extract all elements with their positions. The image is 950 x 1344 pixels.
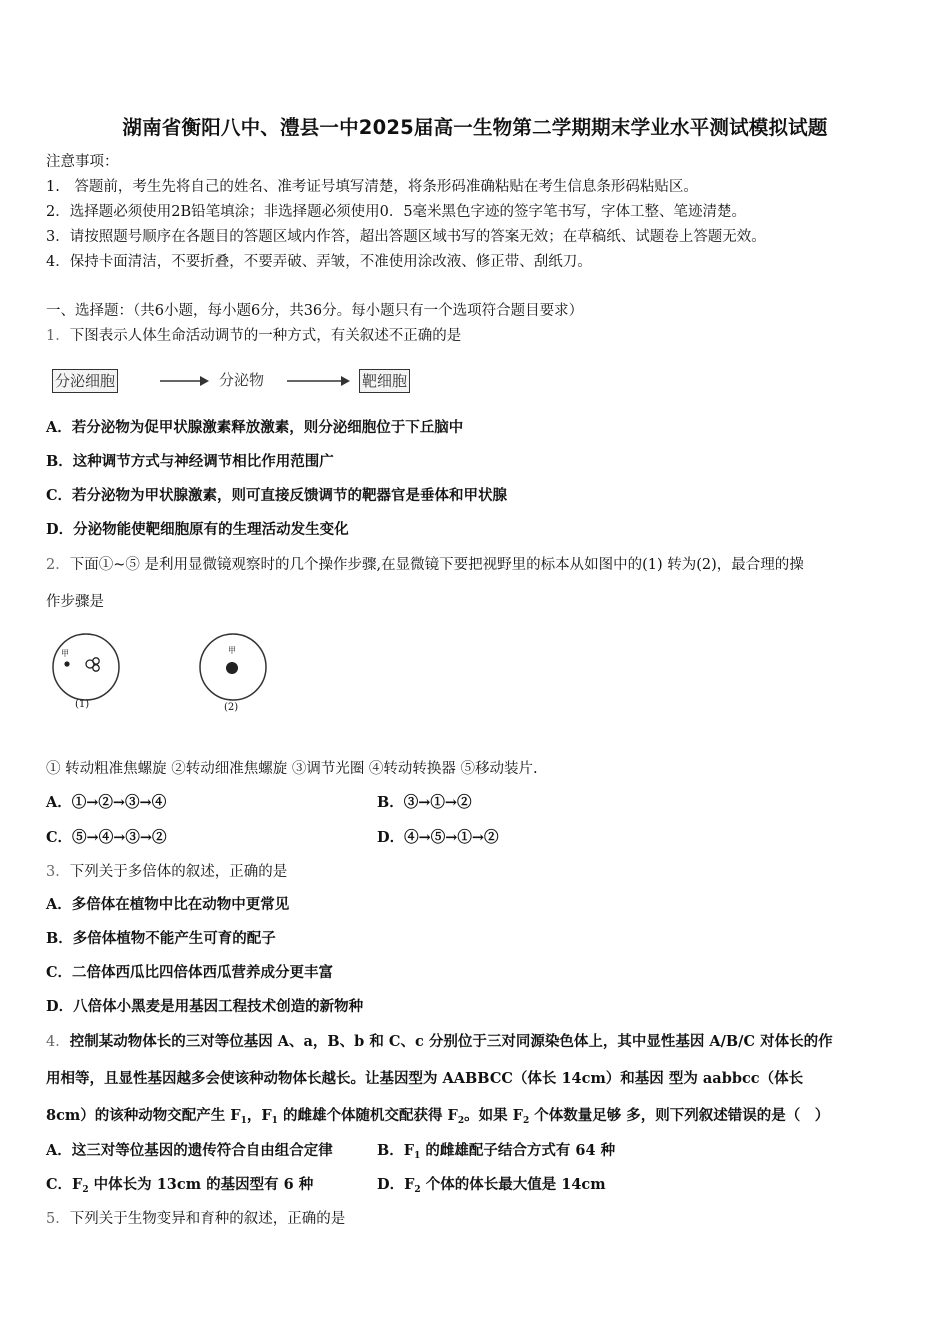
question-2-stem xyxy=(46,555,804,575)
figure-label: (2) xyxy=(224,702,239,713)
stem-text: ，F xyxy=(246,1107,272,1124)
option-b xyxy=(377,1141,615,1166)
question-2-stem-cont: 作步骤是 xyxy=(46,594,104,610)
option-d xyxy=(377,1175,606,1200)
option-b: B．这种调节方式与神经调节相比作用范围广 xyxy=(46,453,334,470)
question-text: 下图表示人体生命活动调节的一种方式，有关叙述不正确的是 xyxy=(69,328,462,344)
notice-item: 1. 答题前，考生先将自己的姓名、准考证号填写清楚，将条形码准确粘贴在考生信息条形码粘贴区。 xyxy=(46,179,698,195)
subscript: 2 xyxy=(414,1185,421,1195)
question-4-stem xyxy=(46,1032,833,1052)
question-number: 1． xyxy=(46,328,70,344)
operation-steps: ① 转动粗准焦螺旋 ②转动细准焦螺旋 ③调节光圈 ④转动转换器 ⑤移动装片. xyxy=(46,761,538,777)
stem-text: 。如果 F xyxy=(464,1107,523,1124)
diagram-box-secreting-cell: 分泌细胞 xyxy=(52,369,118,393)
subscript: 1 xyxy=(271,1116,278,1126)
arrow-icon xyxy=(158,374,210,388)
question-text: 下面①~⑤ 是利用显微镜观察时的几个操作步骤,在显微镜下要把视野里的标本从如图中的(1) 转为(2)，最合理的操 xyxy=(69,557,804,573)
option-text: 中体长为 13cm 的基因型有 6 种 xyxy=(88,1176,314,1193)
option-d: D．④→⑤→①→② xyxy=(377,829,499,846)
question-text: 下列关于生物变异和育种的叙述，正确的是 xyxy=(69,1211,346,1227)
option-c: C．若分泌物为甲状腺激素，则可直接反馈调节的靶器官是垂体和甲状腺 xyxy=(46,487,508,504)
question-3-stem xyxy=(46,862,287,882)
option-a: A．①→②→③→④ xyxy=(46,794,167,811)
option-a: A．这三对等位基因的遗传符合自由组合定律 xyxy=(46,1142,333,1159)
option-d: D．分泌物能使靶细胞原有的生理活动发生变化 xyxy=(46,521,349,538)
question-number: 3． xyxy=(46,864,70,880)
field-of-view-icon xyxy=(197,631,269,703)
stem-text: 个体数量足够 多，则下列叙述错误的是（ ） xyxy=(529,1107,830,1124)
diagram-box-target-cell: 靶细胞 xyxy=(359,369,410,393)
question-text: 控制某动物体长的三对等位基因 A、a，B、b 和 C、c 分别位于三对同源染色体上，其中显性基因 A/B/C 对体长的作 xyxy=(69,1033,833,1050)
question-1-stem xyxy=(46,326,461,346)
option-text: D．F xyxy=(377,1176,415,1193)
option-text: 的雌雄配子结合方式有 64 种 xyxy=(420,1142,616,1159)
section-heading: 一、选择题：（共6小题，每小题6分，共36分。每小题只有一个选项符合题目要求） xyxy=(46,303,584,319)
option-a: A．多倍体在植物中比在动物中更常见 xyxy=(46,896,290,913)
specimen-label: 甲 xyxy=(228,646,236,655)
notice-item: 4．保持卡面清洁，不要折叠，不要弄破、弄皱，不准使用涂改液、修正带、刮纸刀。 xyxy=(46,254,592,270)
option-text: B．F xyxy=(377,1142,415,1159)
subscript: 1 xyxy=(414,1151,421,1161)
page-title: 湖南省衡阳八中、澧县一中2025届高一生物第二学期期末学业水平测试模拟试题 xyxy=(122,116,828,139)
subscript: 1 xyxy=(240,1116,247,1126)
subscript: 2 xyxy=(82,1185,89,1195)
option-c: C．⑤→④→③→② xyxy=(46,829,167,846)
option-text: C．F xyxy=(46,1176,83,1193)
question-number: 4． xyxy=(46,1034,70,1050)
question-5-stem xyxy=(46,1209,345,1229)
arrow-icon xyxy=(285,374,351,388)
option-text: 个体的体长最大值是 14cm xyxy=(420,1176,606,1193)
question-number: 5． xyxy=(46,1211,70,1227)
notice-item: 3．请按照题号顺序在各题目的答题区域内作答，超出答题区域书写的答案无效；在草稿纸、试题卷上答题无效。 xyxy=(46,229,766,245)
question-4-stem-cont xyxy=(46,1106,829,1131)
figure-label: (1) xyxy=(75,699,90,710)
question-4-stem-cont: 用相等，且显性基因越多会使该种动物体长越长。让基因型为 AABBCC（体长 14cm）和基因 型为 aabbcc（体长 xyxy=(46,1070,804,1087)
option-d: D．八倍体小黑麦是用基因工程技术创造的新物种 xyxy=(46,998,364,1015)
stem-text: 的雌雄个体随机交配获得 F xyxy=(277,1107,458,1124)
specimen-label: 甲 xyxy=(61,649,69,658)
notice-heading: 注意事项： xyxy=(46,154,119,170)
diagram-secretion: 分泌物 xyxy=(219,371,265,389)
field-of-view-icon xyxy=(50,631,122,703)
option-c: C．二倍体西瓜比四倍体西瓜营养成分更丰富 xyxy=(46,964,334,981)
subscript: 2 xyxy=(522,1116,530,1126)
option-b: B．③→①→② xyxy=(377,794,472,811)
option-a: A．若分泌物为促甲状腺激素释放激素，则分泌细胞位于下丘脑中 xyxy=(46,419,464,436)
question-number: 2． xyxy=(46,557,70,573)
subscript: 2 xyxy=(457,1116,465,1126)
stem-text: 8cm）的该种动物交配产生 F xyxy=(46,1107,241,1124)
notice-item: 2．选择题必须使用2B铅笔填涂；非选择题必须使用0．5毫米黑色字迹的签字笔书写，字体工整、笔迹清楚。 xyxy=(46,204,747,220)
option-c xyxy=(46,1175,313,1200)
question-text: 下列关于多倍体的叙述，正确的是 xyxy=(69,864,288,880)
option-b: B．多倍体植物不能产生可育的配子 xyxy=(46,930,276,947)
